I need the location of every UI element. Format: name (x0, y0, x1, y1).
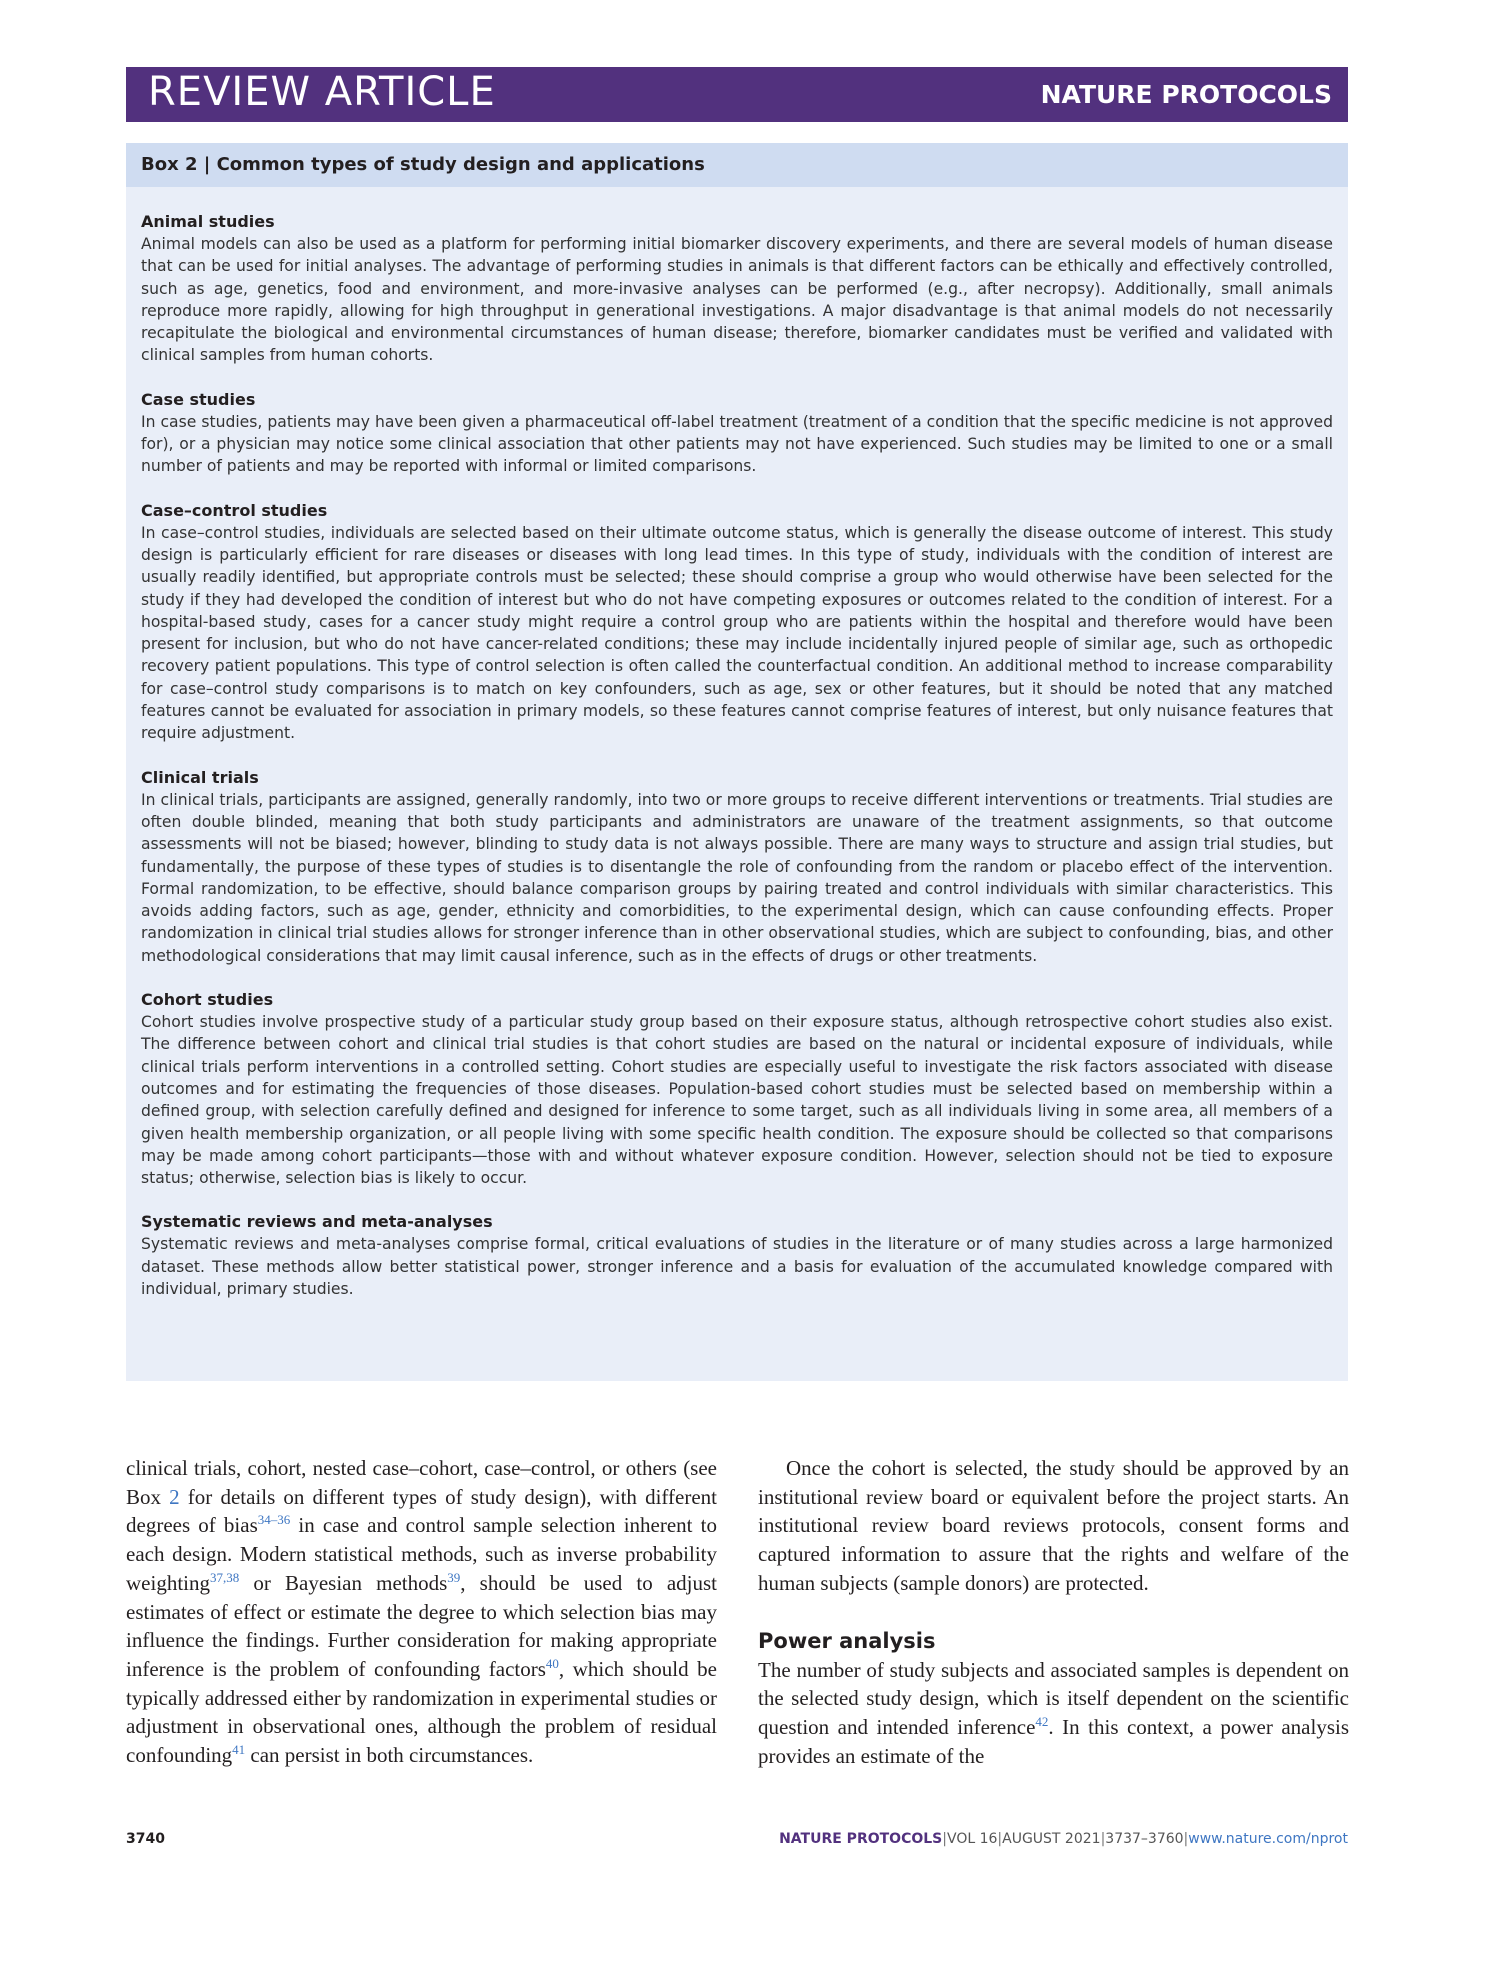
page-header (126, 67, 1348, 122)
section-heading: Animal studies (141, 212, 275, 231)
box-section (141, 767, 1333, 967)
box-link[interactable]: 2 (169, 1484, 180, 1509)
citation-line (779, 1831, 1348, 1847)
page-footer (126, 1831, 1348, 1853)
citation-link[interactable]: 39 (447, 1569, 461, 1585)
separator: | (997, 1831, 1003, 1847)
body-paragraph (126, 1454, 717, 1770)
box-title: Box 2 | Common types of study design and applications (126, 143, 1348, 187)
citation-link[interactable]: 40 (545, 1655, 559, 1671)
section-text: In case studies, patients may have been given a pharmaceutical off-label treatment (treatment of a condition that the specific medicine is not approved for), or a physician may notice some clinical association that other patients may not have experienced. Such studies may be limited to one or a small number of patients and may be reported with informal or limited comparisons. (141, 412, 1333, 476)
box-section (141, 989, 1333, 1189)
footer-volume: VOL 16 (946, 1831, 998, 1847)
section-heading: Case–control studies (141, 500, 328, 520)
body-text: or Bayesian methods (239, 1570, 448, 1595)
separator: | (1183, 1831, 1189, 1847)
box-content (126, 187, 1348, 1300)
section-text: In clinical trials, participants are assigned, generally randomly, into two or more groups to receive different interventions or treatments. Trial studies are often double blinded, meaning that both study participants and administrators are unaware of the treatment assignments, so that outcome assessments will not be biased; however, blinding to study data is not always possible. There are many ways to structure and assign trial studies, but fundamentally, the purpose of these types of studies is to disentangle the role of confounding from the random or placebo effect of the intervention. Formal randomization, to be effective, should balance comparison groups by pairing treated and control individuals with similar characteristics. This avoids adding factors, such as age, gender, ethnicity and comorbidities, to the experimental design, which can cause confounding effects. Proper randomization in clinical trial studies allows for stronger inference than in other observational studies, which are subject to confounding, bias, and other methodological considerations that may limit causal inference, such as in the effects of drugs or other treatments. (141, 790, 1333, 965)
body-text: for details on different types of study design), with different degrees of bias (126, 1484, 717, 1538)
body-text: The number of study subjects and associated samples is dependent on the selected study design, which is itself dependent on the scientific question and intended inference (758, 1657, 1349, 1739)
section-heading: Systematic reviews and meta-analyses (141, 1212, 493, 1232)
footer-url[interactable]: www.nature.com/nprot (1188, 1831, 1348, 1847)
citation-link[interactable]: 42 (1035, 1713, 1049, 1729)
box-section (141, 389, 1333, 478)
citation-link[interactable]: 37,38 (210, 1569, 240, 1585)
body-text: , which should be typically addressed either by randomization in experimental studies or adjustment in observational ones, although the problem of residual confounding (126, 1656, 717, 1768)
section-text: In case–control studies, individuals are selected based on their ultimate outcome status, which is generally the disease outcome of interest. This study design is particularly efficient for rare diseases or diseases with long lead times. In this type of study, individuals with the condition of interest are usually readily identified, but appropriate controls must be selected; these should comprise a group who would otherwise have been selected for the study if they had developed the condition of interest but who do not have competing exposures or outcomes related to the condition of interest. For a hospital-based study, cases for a cancer study might require a control group who are patients within the hospital and therefore would have been present for inclusion, but who do not have cancer-related conditions; these may include incidentally injured people of similar age, such as orthopedic recovery patient populations. This type of control selection is often called the counterfactual condition. An additional method to increase comparability for case–control study comparisons is to match on key confounders, such as age, sex or other features, but it should be noted that any matched features cannot be evaluated for association in primary models, so these features cannot comprise features of interest, but only nuisance features that require adjustment. (141, 523, 1333, 743)
left-column (126, 1454, 717, 1770)
box-section (141, 211, 1333, 367)
journal-name: NATURE PROTOCOLS (1040, 80, 1332, 109)
body-text: . In this context, a power analysis provides an estimate of the (758, 1714, 1349, 1768)
page-number: 3740 (126, 1831, 165, 1847)
section-heading: Clinical trials (141, 767, 259, 787)
body-text: in case and control sample selection inherent to each design. Modern statistical methods, such as inverse probability weighting (126, 1513, 717, 1595)
body-paragraph: Once the cohort is selected, the study should be approved by an institutional review board or equivalent before the project starts. An institutional review board reviews protocols, consent forms and captured information to assure that the rights and welfare of the human subjects (sample donors) are protected. (758, 1456, 1349, 1595)
section-text: Animal models can also be used as a platform for performing initial biomarker discovery experiments, and there are several models of human disease that can be used for initial analyses. The advantage of performing studies in animals is that different factors can be ethically and effectively controlled, such as age, genetics, food and environment, and more-invasive analyses can be performed (e.g., after necropsy). Additionally, small animals reproduce more rapidly, allowing for high throughput in generational investigations. A major disadvantage is that animal models do not necessarily recapitulate the biological and environmental circumstances of human disease; therefore, biomarker candidates must be verified and validated with clinical samples from human cohorts. (141, 235, 1333, 365)
box-2 (126, 143, 1348, 1381)
body-text: clinical trials, cohort, nested case–cohort, case–control, or others (see Box (126, 1456, 717, 1509)
body-text: can persist in both circumstances. (245, 1743, 534, 1768)
section-text: Systematic reviews and meta-analyses comprise formal, critical evaluations of studies in the literature or of many studies across a large harmonized dataset. These methods allow better statistical power, stronger inference and a basis for evaluation of the accumulated knowledge compared with individual, primary studies. (141, 1235, 1333, 1298)
footer-journal: NATURE PROTOCOLS (779, 1831, 943, 1847)
section-text: Cohort studies involve prospective study of a particular study group based on their exposure status, although retrospective cohort studies also exist. The difference between cohort and clinical trial studies is that cohort studies are based on the natural or incidental exposure of individuals, while clinical trials perform interventions in a controlled setting. Cohort studies are especially useful to investigate the risk factors associated with disease outcomes and for estimating the frequencies of those diseases. Population-based cohort studies must be selected based on membership within a defined group, with selection carefully defined and designed for inference to some target, such as all individuals living in some area, all members of a given health membership organization, or all people living with some specific health condition. The exposure should be collected so that comparisons may be made among cohort participants—those with and without whatever exposure condition. However, selection should not be tied to exposure status; otherwise, selection bias is likely to occur. (141, 1013, 1333, 1188)
box-section (141, 500, 1333, 745)
body-paragraph (758, 1656, 1349, 1771)
separator: | (1100, 1831, 1106, 1847)
separator: | (942, 1831, 947, 1847)
footer-pages: 3737–3760 (1105, 1831, 1184, 1847)
section-heading: Case studies (141, 389, 256, 409)
section-heading: Cohort studies (141, 990, 274, 1010)
article-type: REVIEW ARTICLE (148, 69, 496, 115)
box-section (141, 1211, 1333, 1300)
citation-link[interactable]: 41 (232, 1742, 246, 1758)
citation-link[interactable]: 34–36 (257, 1512, 291, 1528)
body-text: , should be used to adjust estimates of effect or estimate the degree to which selection bias may influence the findings. Further consideration for making appropriate inference is the problem of confounding factors (126, 1570, 717, 1681)
section-heading: Power analysis (758, 1628, 936, 1653)
footer-date: AUGUST 2021 (1002, 1831, 1101, 1847)
right-column (758, 1454, 1349, 1770)
